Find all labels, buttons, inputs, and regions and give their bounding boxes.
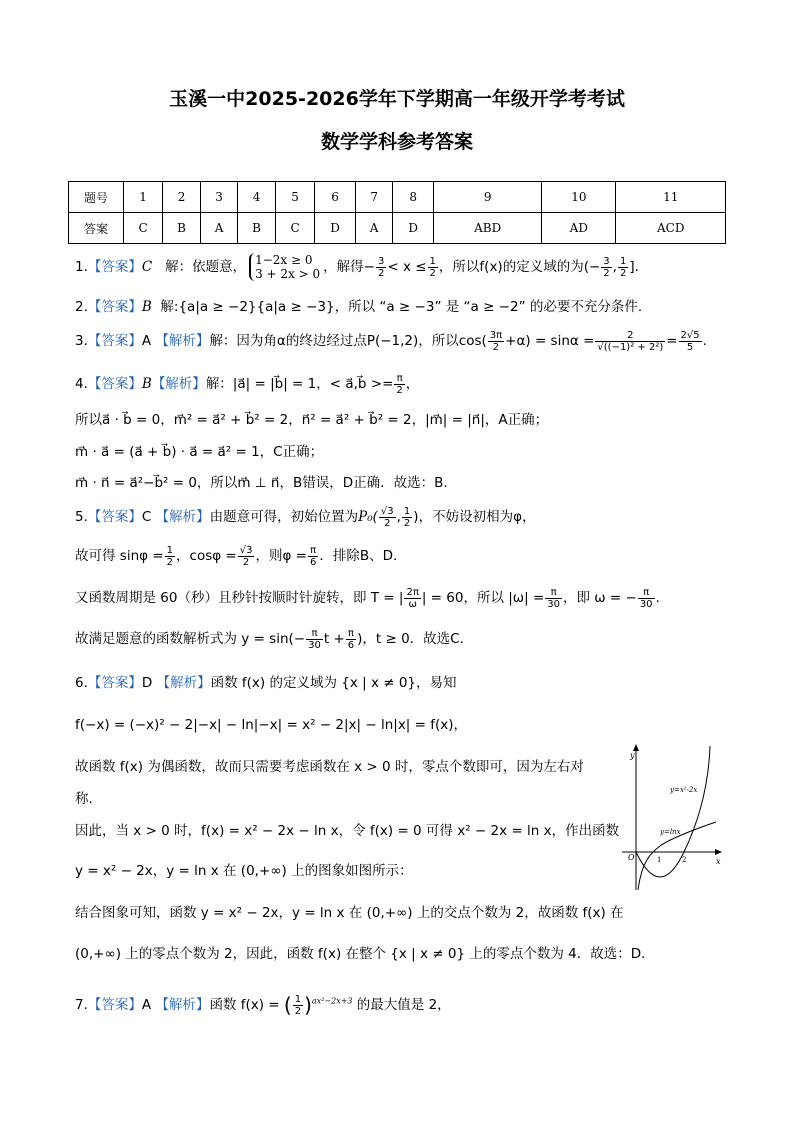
q6-line: 6.【答案】D 【解析】函数 f(x) 的定义域为 {x | x ≠ 0}，易知 (75, 675, 457, 691)
table-cell: B (238, 213, 276, 244)
table-cell: D (393, 213, 434, 244)
table-header-answer: 答案 (69, 213, 124, 244)
table-cell: 8 (393, 182, 434, 213)
q6-line-7: 结合图象可知，函数 y = x² − 2x，y = ln x 在 (0,+∞) 上的交点个数为 2，故函数 f(x) 在 (75, 905, 624, 921)
inequality-system: 1−2x ≥ 0 3 + 2x > 0 (249, 253, 320, 281)
q4-line-3: m⃗ · a⃗ = (a⃗ + b⃗) · a⃗ = a⃗² = 1，C正确； (75, 444, 324, 460)
table-cell: 4 (238, 182, 276, 213)
x-axis-label: x (716, 857, 721, 866)
table-cell: B (163, 213, 201, 244)
q6-line-6: y = x² − 2x，y = ln x 在 (0,+∞) 上的图象如图所示： (75, 863, 413, 879)
q5-line-3: 又函数周期是 60（秒）且秒针按顺时针旋转，即 T = | $\frac{2\pi}{\omega}$ | = 60，所以 |ω| = $\frac{\pi}{30}$ ，即 ω = − $\frac{\pi}{30}$ . (75, 586, 660, 610)
table-cell: 6 (315, 182, 356, 213)
tick-2: 2 (682, 856, 687, 864)
q5-line: 5.【答案】C 【解析】由题意可得，初始位置为P₀( $\frac{√3}{2}$ , $\frac{1}{2}$ )，不妨设初相为φ， (75, 505, 536, 529)
table-cell: 1 (124, 182, 163, 213)
table-cell: ABD (434, 213, 542, 244)
table-cell: C (275, 213, 314, 244)
q6-line-5: 因此，当 x > 0 时，f(x) = x² − 2x − ln x，令 f(x) = 0 可得 x² − 2x = ln x，作出函数 (75, 823, 620, 839)
q1-line: 1.【答案】C 解：依题意， 1−2x ≥ 0 3 + 2x > 0 ，解得− $\frac{3}{2}$ < x ≤ $\frac{1}{2}$ ，所以f(x)的定义域的为(− $\frac{3}{2}$ , $\frac{1}{2}$ ]. (75, 253, 639, 281)
function-graph (612, 742, 724, 892)
table-cell: 2 (163, 182, 201, 213)
q4-line-2: 所以a⃗ · b⃗ = 0，m⃗² = a⃗² + b⃗² = 2，n⃗² = a⃗² + b⃗² = 2，|m⃗| = |n⃗|，A正确； (75, 412, 549, 428)
tick-1: 1 (657, 856, 662, 864)
table-header-number: 题号 (69, 182, 124, 213)
table-cell: 10 (542, 182, 616, 213)
answer-tag: 【答案】 (87, 259, 142, 275)
table-cell: A (200, 213, 237, 244)
table-cell: 3 (200, 182, 237, 213)
table-cell: 7 (356, 182, 393, 213)
table-cell: D (315, 213, 356, 244)
table-cell: ACD (616, 213, 726, 244)
q6-line-4: 称. (75, 791, 93, 807)
q6-line-3: 故函数 f(x) 为偶函数，故而只需要考虑函数在 x > 0 时，零点个数即可，因为左右对 (75, 759, 584, 775)
q5-line-4: 故满足题意的函数解析式为 y = sin(− $\frac{\pi}{30}$ t + $\frac{\pi}{6}$ )，t ≥ 0．故选C． (75, 627, 474, 651)
table-cell: 5 (275, 182, 314, 213)
q6-line-2: f(−x) = (−x)² − 2|−x| − ln|−x| = x² − 2|x| − ln|x| = f(x)， (75, 717, 468, 733)
page-subtitle: 数学学科参考答案 (320, 131, 473, 153)
q4-line: 4.【答案】B【解析】解：|a⃗| = |b⃗| = 1，< a⃗,b⃗ >= $\frac{\pi}{2}$ ， (75, 372, 420, 396)
table-row-numbers (69, 182, 726, 213)
table-row-answers (69, 213, 726, 244)
q6-line-8: (0,+∞) 上的零点个数为 2，因此，函数 f(x) 在整个 {x | x ≠ 0} 上的零点个数为 4．故选：D． (75, 946, 655, 962)
table-cell: 9 (434, 182, 542, 213)
ln-label: y=lnx (660, 828, 681, 836)
page-title: 玉溪一中2025-2026学年下学期高一年级开学考考试 (169, 88, 625, 110)
table-cell: AD (542, 213, 616, 244)
q2-line: 2.【答案】B 解:{a|a ≥ −2}{a|a ≥ −3}，所以 “a ≥ −3” 是 “a ≥ −2” 的必要不充分条件. (75, 299, 643, 315)
table-cell: 11 (616, 182, 726, 213)
q3-line: 3.【答案】A 【解析】解：因为角α的终边经过点P(−1,2)，所以cos( $\frac{3\pi}{2}$ +α) = sinα = $\frac{2}{\text{√((−1)² + 2²)}}$ = $\frac{2√5}{5}$ . (75, 329, 707, 353)
q7-line: 7.【答案】A 【解析】函数 f(x) = ( $\frac{1}{2}$ )$^{ax^2-2x+3}$ 的最大值是 2， (75, 993, 451, 1017)
q4-line-4: m⃗ · n⃗ = a⃗²−b⃗² = 0，所以m⃗ ⊥ n⃗，B错误，D正确．故选：B. (75, 475, 448, 491)
table-cell: C (124, 213, 163, 244)
parabola-label: y=x²-2x (670, 786, 698, 794)
origin-label: O (628, 853, 635, 862)
answer-table (68, 181, 726, 244)
q5-line-2: 故可得 sinφ = $\frac{1}{2}$ ，cosφ = $\frac{√3}{2}$ ，则φ = $\frac{\pi}{6}$ ．排除B、D． (75, 544, 407, 568)
table-cell: A (356, 213, 393, 244)
y-axis-label: y (630, 751, 635, 760)
